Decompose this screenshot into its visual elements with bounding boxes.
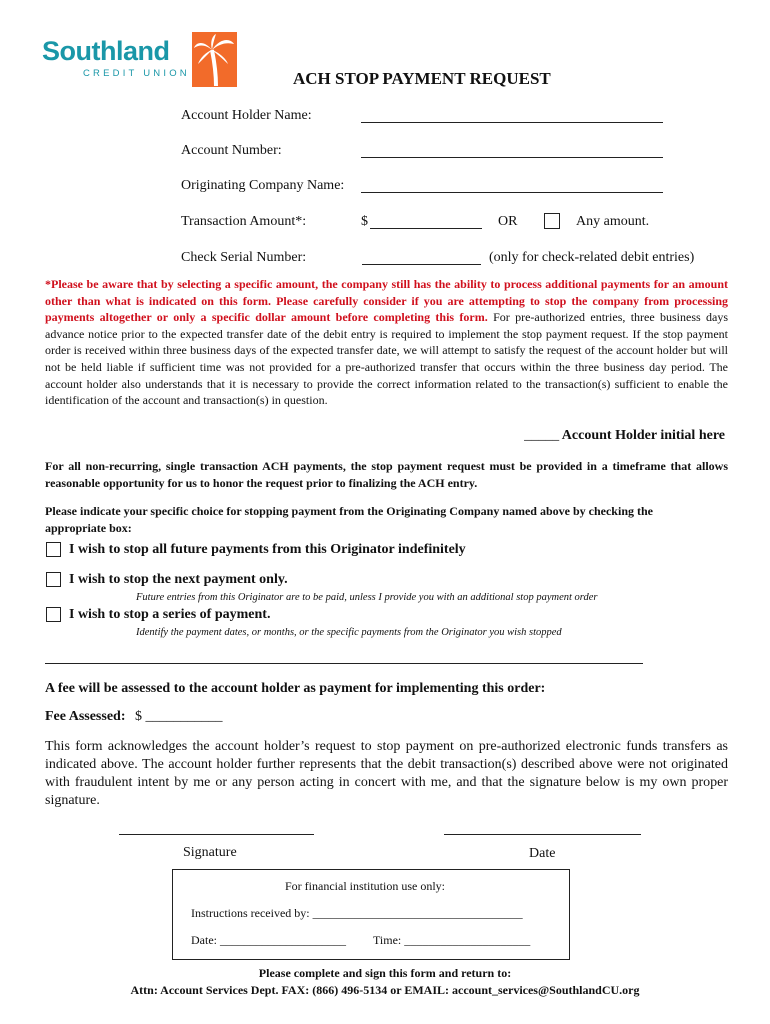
palm-tree-icon bbox=[192, 32, 237, 87]
option-next-payment-note: Future entries from this Originator are to be paid, unless I provide you with an additional stop payment order bbox=[136, 592, 598, 603]
signature-field[interactable] bbox=[119, 834, 314, 835]
holder-name-label: Account Holder Name: bbox=[181, 108, 312, 123]
footer-line-2: Attn: Account Services Dept. FAX: (866) 496-5134 or EMAIL: account_services@SouthlandCU.org bbox=[130, 983, 640, 997]
logo-subtitle: CREDIT UNION bbox=[83, 68, 190, 79]
amount-label: Transaction Amount*: bbox=[181, 214, 307, 229]
option-series-label: I wish to stop a series of payment. bbox=[69, 607, 271, 622]
page-title: ACH STOP PAYMENT REQUEST bbox=[293, 69, 551, 88]
any-amount-label: Any amount. bbox=[576, 214, 650, 229]
option-next-payment-checkbox[interactable] bbox=[46, 572, 61, 587]
check-serial-label: Check Serial Number: bbox=[181, 250, 307, 265]
logo bbox=[42, 32, 242, 92]
check-serial-note: (only for check-related debit entries) bbox=[489, 250, 695, 265]
institution-use-box bbox=[172, 869, 570, 960]
fee-notice: A fee will be assessed to the account holder as payment for implementing this order: bbox=[45, 681, 546, 696]
fee-value: $ ___________ bbox=[135, 709, 223, 724]
footer-line-1: Please complete and sign this form and return to: bbox=[258, 966, 512, 980]
company-name-label: Originating Company Name: bbox=[181, 178, 345, 193]
option-indefinitely-checkbox[interactable] bbox=[46, 542, 61, 557]
or-label: OR bbox=[498, 214, 518, 229]
nonrecurring-paragraph: For all non-recurring, single transaction ACH payments, the stop payment request must be provided in a timeframe that allows reasonable opportunity for us to honor the request prior to finalizing the ACH entry. bbox=[45, 459, 728, 490]
institution-time-field[interactable]: Time: _____________________ bbox=[373, 933, 531, 947]
initial-blank: _____ bbox=[524, 428, 560, 443]
holder-name-field[interactable] bbox=[361, 122, 663, 123]
amount-field[interactable] bbox=[370, 228, 482, 229]
option-next-payment-label: I wish to stop the next payment only. bbox=[69, 572, 288, 587]
check-serial-field[interactable] bbox=[362, 264, 481, 265]
warning-paragraph bbox=[45, 276, 728, 409]
series-details-field[interactable] bbox=[45, 663, 643, 664]
company-name-field[interactable] bbox=[361, 192, 663, 193]
institution-date-field[interactable]: Date: _____________________ bbox=[191, 933, 346, 947]
date-field[interactable] bbox=[444, 834, 641, 835]
choice-prompt: Please indicate your specific choice for stopping payment from the Originating Company named above by checking the appropriate box: bbox=[45, 504, 653, 535]
logo-name: Southland bbox=[42, 36, 170, 66]
warning-red-text: *Please be aware that by selecting a specific amount, the company still has the ability to process additional payments for an amount other than what is indicated on this form. Please carefully consider if you are attempting to stop the company from processing payments altogether or only a specific dollar amount before completing this form. bbox=[45, 277, 728, 325]
dollar-sign: $ bbox=[361, 214, 368, 229]
option-indefinitely-label: I wish to stop all future payments from this Originator indefinitely bbox=[69, 542, 466, 557]
account-number-field[interactable] bbox=[361, 157, 663, 158]
option-series-note: Identify the payment dates, or months, or the specific payments from the Originator you wish stopped bbox=[136, 627, 562, 638]
account-number-label: Account Number: bbox=[181, 143, 282, 158]
instructions-received-field[interactable]: Instructions received by: ___________________________________ bbox=[191, 906, 523, 920]
initial-here[interactable] bbox=[524, 428, 725, 444]
institution-heading: For financial institution use only: bbox=[285, 879, 445, 893]
signature-label: Signature bbox=[183, 845, 237, 860]
acknowledgement-paragraph: This form acknowledges the account holder’s request to stop payment on pre-authorized electronic funds transfers as indicated above. The account holder further represents that the debit transaction(s) described above were not originated with fraudulent intent by me or any person acting in concert with me, and that the signature below is my own proper signature. bbox=[45, 739, 728, 808]
any-amount-checkbox[interactable] bbox=[544, 213, 560, 229]
fee-assessed[interactable] bbox=[45, 709, 223, 725]
initial-label: Account Holder initial here bbox=[559, 428, 725, 443]
warning-body-text: For pre-authorized entries, three business days advance notice prior to the expected transfer date of the debit entry is required to implement the stop payment request. If the stop payment order is received within three business days of the expected transfer date, we will attempt to satisfy the request of the account holder but will not be held liable if sufficient time was not provided for a pre-authorized transfer that occurs within the three business day period. The account holder also understands that it is necessary to provide the correct information related to the transaction(s) sufficient to enable the identification of the account and transaction(s) in question. bbox=[45, 310, 729, 408]
option-series-checkbox[interactable] bbox=[46, 607, 61, 622]
date-label: Date bbox=[529, 846, 556, 861]
fee-label: Fee Assessed: bbox=[45, 709, 126, 724]
